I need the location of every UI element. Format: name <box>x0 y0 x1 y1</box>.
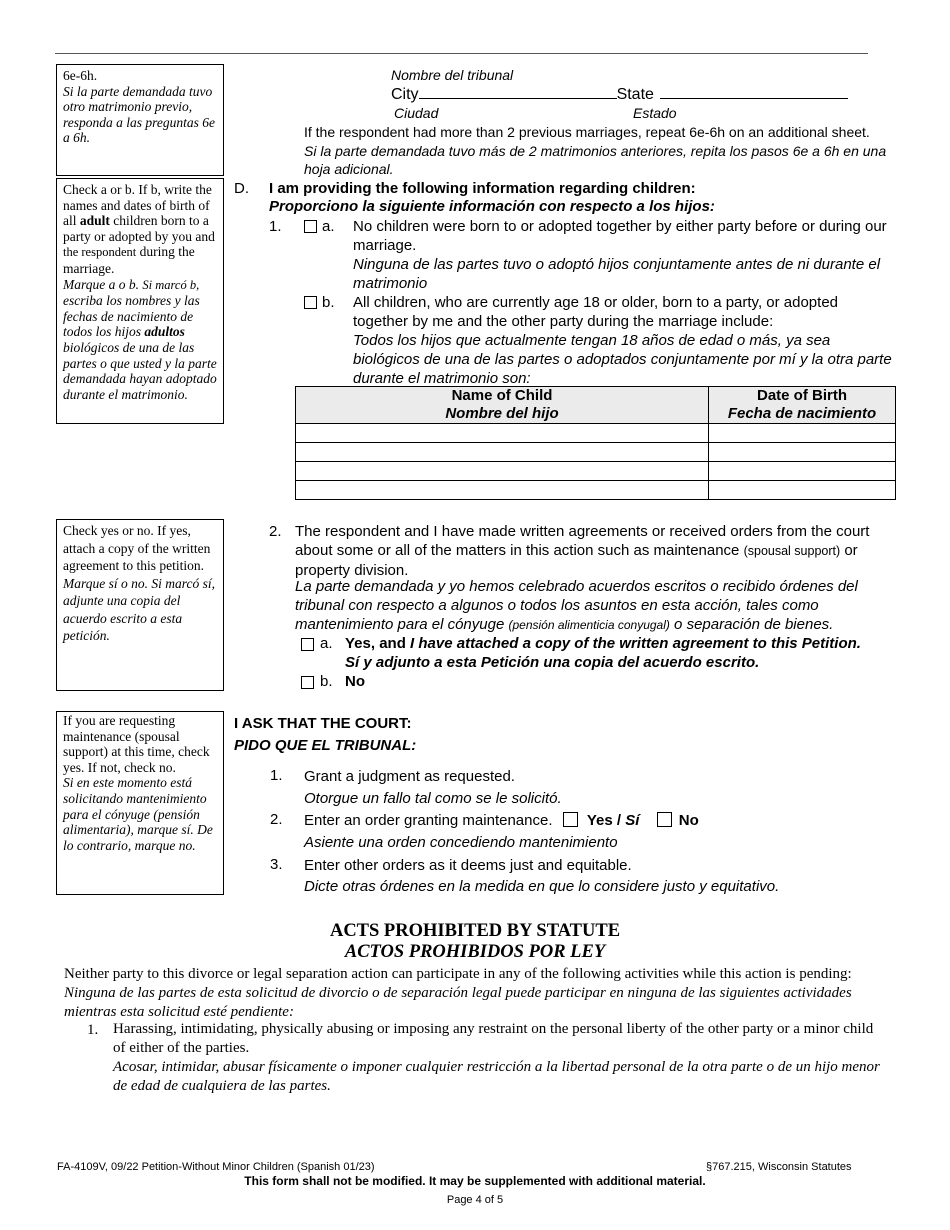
ciudad-label: Ciudad <box>394 105 439 121</box>
table-row <box>296 462 896 481</box>
city-label: City <box>391 86 419 103</box>
child-dob-cell[interactable] <box>709 462 896 481</box>
option-b-text-es: Todos los hijos que actualmente tengan 18 años de edad o más, ya sea biológicos de una de las partes o adoptados conjuntamente por mí y la otra parte durante el matrimonio son: <box>353 332 892 387</box>
court-item-number: 3. <box>270 856 283 873</box>
option-a-text-es: Ninguna de las partes tuvo o adoptó hijos conjuntamente antes de ni durante el matrimonio <box>353 256 881 292</box>
court-item-es: Otorgue un fallo tal como se le solicitó. <box>304 790 562 807</box>
child-name-cell[interactable] <box>296 481 709 500</box>
child-dob-cell[interactable] <box>709 443 896 462</box>
court-item-en: Grant a judgment as requested. <box>304 768 515 785</box>
dob-column-header: Date of Birth Fecha de nacimiento <box>709 387 896 424</box>
acts-intro-es: Ninguna de las partes de esta solicitud de divorcio o de separación legal puede participar en ninguna de las siguientes actividades mientras esta solicitud esté pendiente: <box>64 985 852 1020</box>
section-d-letter: D. <box>234 180 249 197</box>
court-item-number: 2. <box>270 811 283 828</box>
page-number: Page 4 of 5 <box>446 1194 504 1206</box>
court-heading-es: PIDO QUE EL TRIBUNAL: <box>234 737 417 754</box>
court-item-en: Enter an order granting maintenance. <box>304 812 553 829</box>
statute-ref: §767.215, Wisconsin Statutes <box>706 1161 852 1173</box>
acts-title-es: ACTOS PROHIBIDOS POR LEY <box>344 942 606 962</box>
instruction-es: Si la parte demandada tuvo otro matrimonio previo, responda a las preguntas 6e a 6h. <box>63 83 215 146</box>
marriages-note-en: If the respondent had more than 2 previous marriages, repeat 6e-6h on an additional sheet. <box>304 124 870 140</box>
maintenance-yes-label: Yes <box>586 812 613 829</box>
maintenance-no-label: No <box>678 812 699 829</box>
item-2-number: 2. <box>269 523 282 540</box>
acts-item-number: 1. <box>87 1022 99 1038</box>
state-label: State <box>616 86 654 103</box>
instruction-en: If you are requesting maintenance (spousal support) at this time, check yes. If not, check no. <box>63 713 210 775</box>
court-item-es: Asiente una orden concediendo mantenimiento <box>304 834 618 851</box>
adult-children-checkbox[interactable] <box>304 296 317 309</box>
instruction-en: Check a or b. If b, write the names and dates of birth of all adult children born to a party or adopted by you and the respondent during the marriage. <box>63 182 215 276</box>
estado-label: Estado <box>633 105 677 121</box>
acts-intro-en: Neither party to this divorce or legal separation action can participate in any of the following activities while this action is pending: <box>64 966 852 982</box>
city-field[interactable] <box>419 83 617 99</box>
court-item-number: 1. <box>270 767 283 784</box>
agreement-yes-text-en: Yes, and I have attached a copy of the written agreement to this Petition. <box>345 635 861 652</box>
option-b-label: b. <box>322 294 335 311</box>
instruction-box-maintenance <box>56 711 224 895</box>
item-1-number: 1. <box>269 218 282 235</box>
child-dob-cell[interactable] <box>709 481 896 500</box>
court-heading-en: I ASK THAT THE COURT: <box>234 715 412 732</box>
child-dob-cell[interactable] <box>709 424 896 443</box>
table-row <box>296 443 896 462</box>
tribunal-name-label: Nombre del tribunal <box>391 67 514 83</box>
agreement-yes-label: a. <box>320 635 333 652</box>
option-b-text-en: All children, who are currently age 18 or older, born to a party, or adopted together by me and the other party during the marriage include: <box>353 294 839 330</box>
instruction-box-children <box>56 178 224 424</box>
option-a-label: a. <box>322 218 335 235</box>
acts-item-en: Harassing, intimidating, physically abusing or imposing any restraint on the personal liberty of the other party or a minor child of either of the parties. <box>113 1021 874 1056</box>
agreement-yes-text-es: Sí y adjunto a esta Petición una copia del acuerdo escrito. <box>345 654 760 671</box>
table-row <box>296 424 896 443</box>
table-row <box>296 481 896 500</box>
maintenance-si-label: Sí <box>625 812 640 829</box>
form-id: FA-4109V, 09/22 Petition-Without Minor Children (Spanish 01/23) <box>57 1161 375 1173</box>
city-row <box>391 83 848 105</box>
agreement-yes-checkbox[interactable] <box>301 638 314 651</box>
instruction-ref: 6e-6h. <box>63 68 98 83</box>
item-2-text-es: La parte demandada y yo hemos celebrado acuerdos escritos o recibido órdenes del tribunal con respecto a algunos o todos los asuntos en esta acción, tales como mantenimiento para el cónyuge (pensión alimenticia conyugal) o separación de bienes. <box>295 578 858 633</box>
option-a-text-en: No children were born to or adopted together by either party before or during our marriage. <box>353 218 887 254</box>
table-header-row <box>296 387 896 424</box>
section-d-heading-en: I am providing the following information regarding children: <box>269 180 696 197</box>
agreement-no-label: b. <box>320 673 333 690</box>
children-table <box>295 386 896 500</box>
instruction-es: Si en este momento está solicitando mantenimiento para el cónyuge (pensión alimentaria), marque sí. De lo contrario, marque no. <box>63 775 213 853</box>
maintenance-slash: / <box>616 812 622 829</box>
instruction-es: Marque a o b. Si marcó b, escriba los nombres y las fechas de nacimiento de todos los hijos adultos biológicos de una de las partes o que usted y la parte demandada hayan adoptado durante el matrimonio. <box>63 276 217 402</box>
state-field[interactable] <box>660 83 848 99</box>
instruction-box-marriages <box>56 64 224 176</box>
agreement-no-checkbox[interactable] <box>301 676 314 689</box>
item-2-text-en: The respondent and I have made written agreements or received orders from the court about some or all of the matters in this action such as maintenance (spousal support) or property division. <box>295 523 870 579</box>
child-name-cell[interactable] <box>296 424 709 443</box>
maintenance-yes-checkbox[interactable] <box>563 812 578 827</box>
modification-notice: This form shall not be modified. It may be supplemented with additional material. <box>244 1174 706 1188</box>
instruction-en: Check yes or no. If yes, attach a copy of the written agreement to this petition. <box>63 523 211 573</box>
court-item-es: Dicte otras órdenes en la medida en que lo considere justo y equitativo. <box>304 878 780 895</box>
marriages-note-es: Si la parte demandada tuvo más de 2 matrimonios anteriores, repita los pasos 6e a 6h en una hoja adicional. <box>304 143 887 177</box>
maintenance-no-checkbox[interactable] <box>657 812 672 827</box>
maintenance-row <box>304 811 699 830</box>
no-children-checkbox[interactable] <box>304 220 317 233</box>
child-name-cell[interactable] <box>296 462 709 481</box>
instruction-es: Marque sí o no. Si marcó sí, adjunte una copia del acuerdo escrito a esta petición. <box>63 575 215 643</box>
acts-title-en: ACTS PROHIBITED BY STATUTE <box>329 921 621 941</box>
court-item-en: Enter other orders as it deems just and equitable. <box>304 857 632 874</box>
agreement-no-text: No <box>345 673 365 690</box>
instruction-box-agreements <box>56 519 224 691</box>
top-rule <box>55 53 868 54</box>
section-d-heading-es: Proporciono la siguiente información con respecto a los hijos: <box>269 198 715 215</box>
acts-item-es: Acosar, intimidar, abusar físicamente o imponer cualquier restricción a la libertad personal de la otra parte o de un hijo menor de edad de cualquiera de las partes. <box>113 1059 880 1094</box>
name-column-header: Name of Child Nombre del hijo <box>296 387 709 424</box>
child-name-cell[interactable] <box>296 443 709 462</box>
